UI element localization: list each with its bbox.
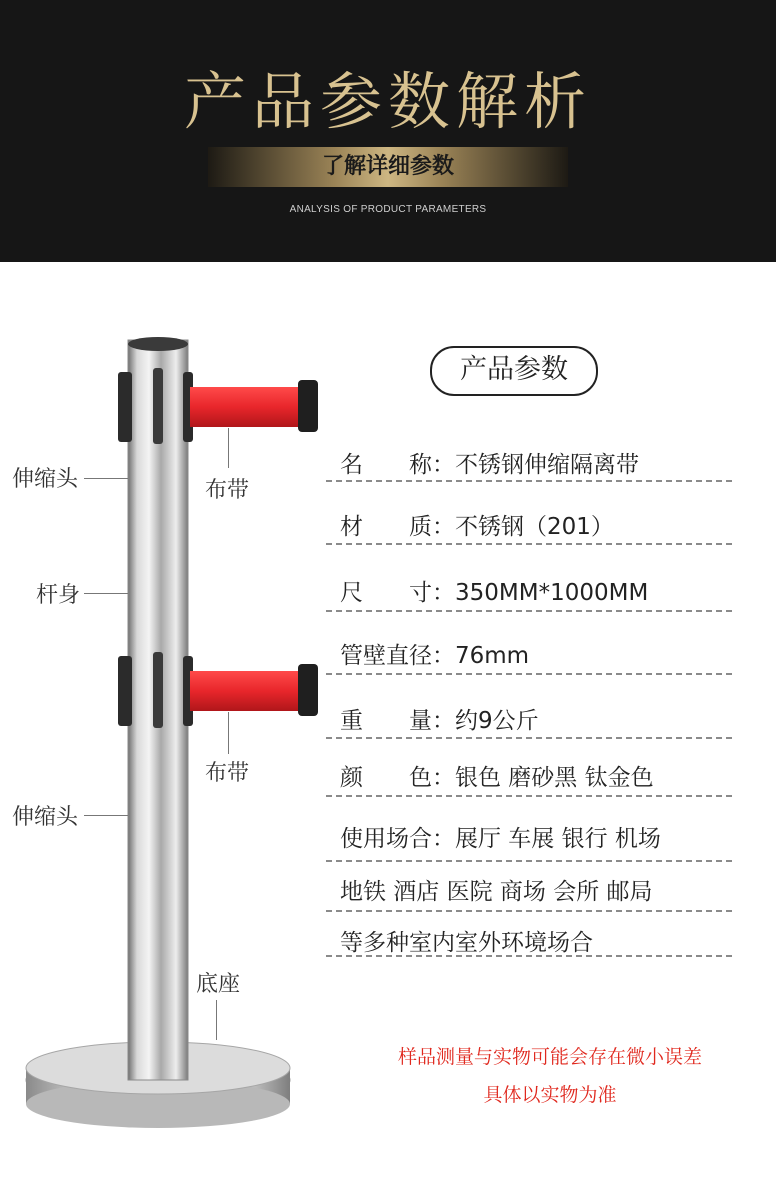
param-color: 颜 色：银色 磨砂黑 钛金色	[340, 765, 654, 791]
label-pole-body: 杆身	[36, 583, 81, 608]
leader-belt-bottom	[228, 712, 229, 754]
retract-head-top	[118, 372, 132, 442]
label-belt-top: 布带	[205, 478, 250, 503]
belt-bottom	[190, 671, 302, 711]
leader-base	[216, 1000, 217, 1040]
param-name: 名 称：不锈钢伸缩隔离带	[340, 452, 639, 478]
label-base: 底座	[196, 972, 241, 997]
leader-retract-head-top	[84, 478, 128, 479]
label-retract-head-bottom: 伸缩头	[12, 805, 79, 830]
params-title: 产品参数	[460, 354, 568, 385]
param-weight: 重 量：约9公斤	[340, 708, 539, 734]
divider	[326, 955, 732, 957]
param-size: 尺 寸：350MM*1000MM	[340, 580, 649, 606]
leader-pole-body	[84, 593, 128, 594]
param-usage-2: 地铁 酒店 医院 商场 会所 邮局	[340, 879, 653, 905]
belt-top	[190, 387, 302, 427]
divider	[326, 673, 732, 675]
label-retract-head-top: 伸缩头	[12, 467, 79, 492]
retract-head-bottom	[118, 656, 132, 726]
divider	[326, 795, 732, 797]
product-image	[0, 300, 340, 1160]
divider	[326, 910, 732, 912]
header-english: ANALYSIS OF PRODUCT PARAMETERS	[289, 204, 487, 215]
disclaimer-line-1: 样品测量与实物可能会存在微小误差	[397, 1046, 702, 1068]
leader-retract-head-bottom	[84, 815, 128, 816]
param-usage-3: 等多种室内室外环境场合	[340, 930, 593, 956]
header-banner	[0, 0, 776, 262]
divider	[326, 480, 732, 482]
param-usage: 使用场合：展厅 车展 银行 机场	[340, 826, 661, 852]
divider	[326, 737, 732, 739]
divider	[326, 610, 732, 612]
header-title: 产品参数解析	[183, 65, 592, 138]
header-subtitle: 了解详细参数	[321, 154, 454, 179]
divider	[326, 860, 732, 862]
label-belt-bottom: 布带	[205, 761, 250, 786]
param-wall-diameter: 管壁直径：76mm	[340, 643, 530, 669]
divider	[326, 543, 732, 545]
param-material: 材 质：不锈钢（201）	[340, 514, 614, 540]
disclaimer-line-2: 具体以实物为准	[483, 1084, 617, 1106]
leader-belt-top	[228, 428, 229, 468]
